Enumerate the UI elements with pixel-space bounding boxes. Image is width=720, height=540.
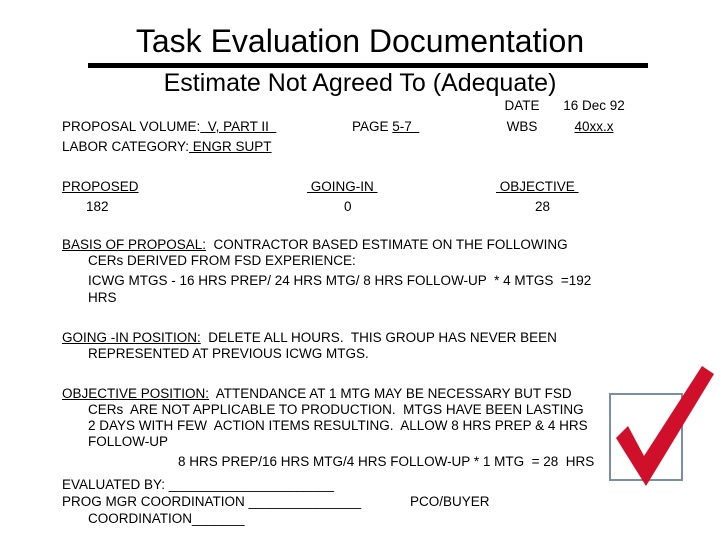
objective-position-line-2: CERs ARE NOT APPLICABLE TO PRODUCTION. MTGS HAVE BEEN LASTING [88,402,584,417]
basis-line-3: ICWG MTGS - 16 HRS PREP/ 24 HRS MTG/ 8 HRS FOLLOW-UP * 4 MTGS =192 [88,273,592,288]
basis-line-1 [62,237,568,253]
going-in-position-line-2: REPRESENTED AT PREVIOUS ICWG MTGS. [88,346,369,361]
going-in-position-line-1 [62,330,557,346]
proposal-volume-value: V, PART II [200,119,277,134]
labor-category-label: LABOR CATEGORY: [62,139,190,154]
basis-line-2: CERs DERIVED FROM FSD EXPERIENCE: [88,253,356,268]
objective-position-line-1 [62,386,572,402]
labor-category-value: ENGR SUPT [189,139,272,154]
coordination: COORDINATION_______ [88,511,245,526]
date-label: DATE [504,98,540,113]
objective-value: 28 [535,199,551,214]
pco-buyer: PCO/BUYER [410,494,490,509]
going-in-position-text-1: DELETE ALL HOURS. THIS GROUP HAS NEVER BEEN [200,330,557,345]
page-title: Task Evaluation Documentation [135,23,585,59]
objective-position-line-3: 2 DAYS WITH FEW ACTION ITEMS RESULTING. ALLOW 8 HRS PREP & 4 HRS [88,418,588,433]
page-label: PAGE [352,119,389,134]
basis-label: BASIS OF PROPOSAL: [62,237,207,252]
prog-mgr-coordination: PROG MGR COORDINATION _______________ [62,494,362,509]
wbs-value: 40xx.x [574,119,614,134]
page-subtitle: Estimate Not Agreed To (Adequate) [163,69,557,97]
going-in-value: 0 [344,199,352,214]
proposal-volume-label: PROPOSAL VOLUME: [62,119,201,134]
basis-line-4: HRS [88,290,117,305]
proposed-value: 182 [86,199,109,214]
basis-text-1: CONTRACTOR BASED ESTIMATE ON THE FOLLOWING [206,237,568,252]
objective-position-label: OBJECTIVE POSITION: [62,386,210,401]
proposal-volume-row [62,119,276,135]
page-value: 5-7 [392,119,420,134]
proposed-label: PROPOSED [62,179,139,194]
wbs-label: WBS [506,119,538,134]
objective-label: OBJECTIVE [496,179,579,194]
date-value: 16 Dec 92 [563,98,625,113]
going-in-position-label: GOING -IN POSITION: [62,330,201,345]
labor-category-row [62,139,272,155]
page-row [352,119,419,135]
going-in-label: GOING-IN [307,179,378,194]
objective-position-text-1: ATTENDANCE AT 1 MTG MAY BE NECESSARY BUT FSD [209,386,572,401]
checkmark-icon [606,360,716,490]
objective-position-line-5: 8 HRS PREP/16 HRS MTG/4 HRS FOLLOW-UP * 1 MTG = 28 HRS [178,454,595,469]
objective-position-line-4: FOLLOW-UP [88,434,169,449]
evaluated-by: EVALUATED BY: ______________________ [62,477,334,492]
